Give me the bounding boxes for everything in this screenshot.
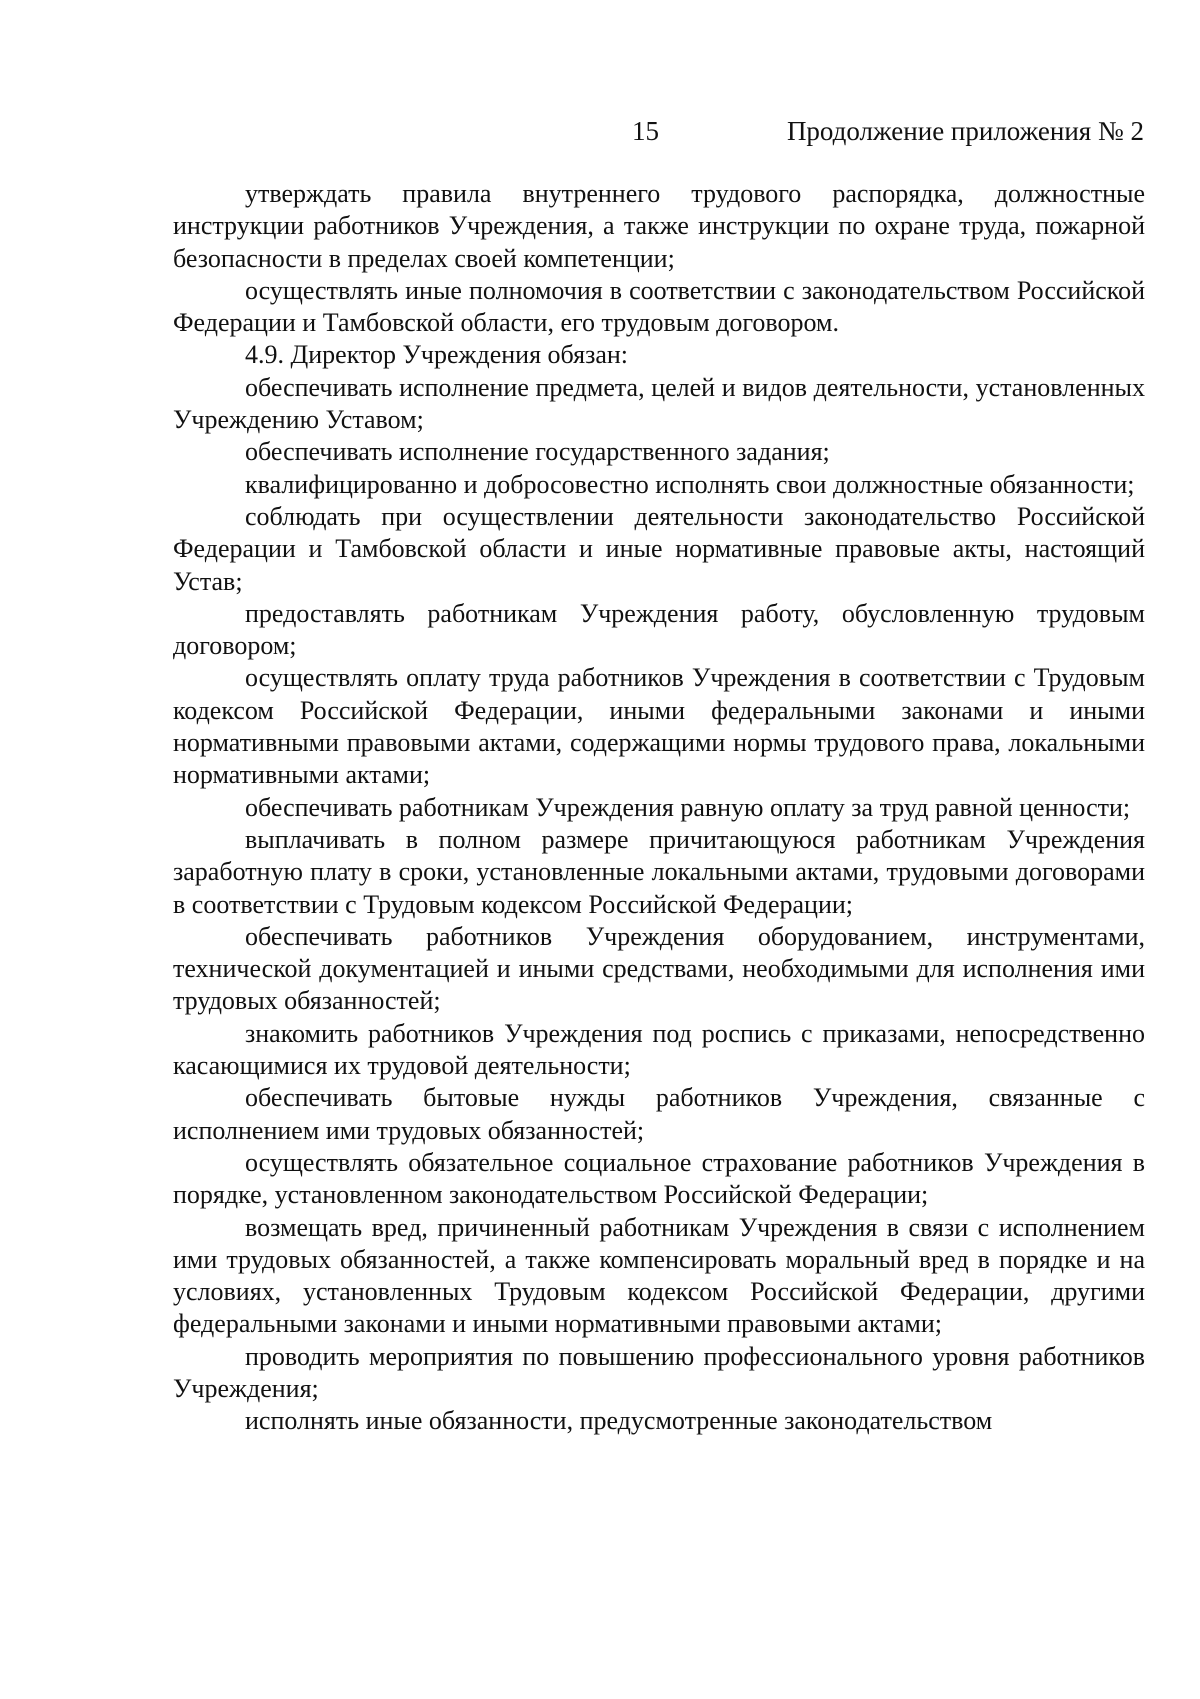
running-title: Продолжение приложения № 2 (786, 116, 1144, 146)
paragraph-other-powers: осуществлять иные полномочия в соответствии с законодательством Российской Федерации и Тамбовской области, его трудовым договором. (173, 275, 1145, 338)
paragraph-social-insurance: осуществлять обязательное социальное страхование работников Учреждения в порядке, установленном законодательством Российской Федерации; (173, 1147, 1145, 1210)
paragraph-other-duties: исполнять иные обязанности, предусмотренные законодательством (245, 1406, 993, 1436)
paragraph-acquaint-orders: знакомить работников Учреждения под роспись с приказами, непосредственно касающимися их трудовой деятельности; (173, 1018, 1145, 1081)
document-body (173, 178, 1145, 1438)
paragraph-pay-labor: осуществлять оплату труда работников Учреждения в соответствии с Трудовым кодексом Российской Федерации, иными федеральными законами и иными нормативными правовыми актами, содержащими нормы трудового права, локальными нормативными актами; (173, 663, 1145, 790)
paragraph-approve-regulations: утверждать правила внутреннего трудового распорядка, должностные инструкции работников Учреждения, а также инструкции по охране труда, пожарной безопасности в пределах своей компетенции; (173, 179, 1145, 273)
paragraph-compensate-harm: возмещать вред, причиненный работникам Учреждения в связи с исполнением ими трудовых обязанностей, а также компенсировать моральный вред в порядке и на условиях, установленных Трудовым кодексом Российской Федерации, другими федеральными законами и иными нормативными правовыми актами; (173, 1212, 1145, 1339)
paragraph-professional-level: проводить мероприятия по повышению профессионального уровня работников Учреждения; (173, 1341, 1145, 1403)
paragraph-provide-equipment: обеспечивать работников Учреждения оборудованием, инструментами, технической документацией и иными средствами, необходимыми для исполнения ими трудовых обязанностей; (173, 921, 1145, 1016)
paragraph-provide-work: предоставлять работникам Учреждения работу, обусловленную трудовым договором; (173, 598, 1145, 661)
paragraph-household-needs: обеспечивать бытовые нужды работников Учреждения, связанные с исполнением ими трудовых обязанностей; (173, 1083, 1145, 1145)
paragraph-perform-duties: квалифицированно и добросовестно исполнять свои должностные обязанности; (245, 469, 1135, 499)
paragraph-equal-pay: обеспечивать работникам Учреждения равную оплату за труд равной ценности; (245, 792, 1131, 822)
page-number: 15 (632, 116, 659, 146)
paragraph-pay-wages: выплачивать в полном размере причитающуюся работникам Учреждения заработную плату в сроки, установленные локальными актами, трудовыми договорами в соответствии с Трудовым кодексом Российской Федерации; (173, 824, 1145, 919)
paragraph-state-assignment: обеспечивать исполнение государственного задания; (245, 437, 830, 467)
section-heading-4-9: 4.9. Директор Учреждения обязан: (245, 340, 629, 370)
paragraph-observe-law: соблюдать при осуществлении деятельности законодательство Российской Федерации и Тамбовской области и иные нормативные правовые акты, настоящий Устав; (173, 501, 1145, 596)
paragraph-ensure-subject: обеспечивать исполнение предмета, целей и видов деятельности, установленных Учреждению Уставом; (173, 372, 1145, 435)
